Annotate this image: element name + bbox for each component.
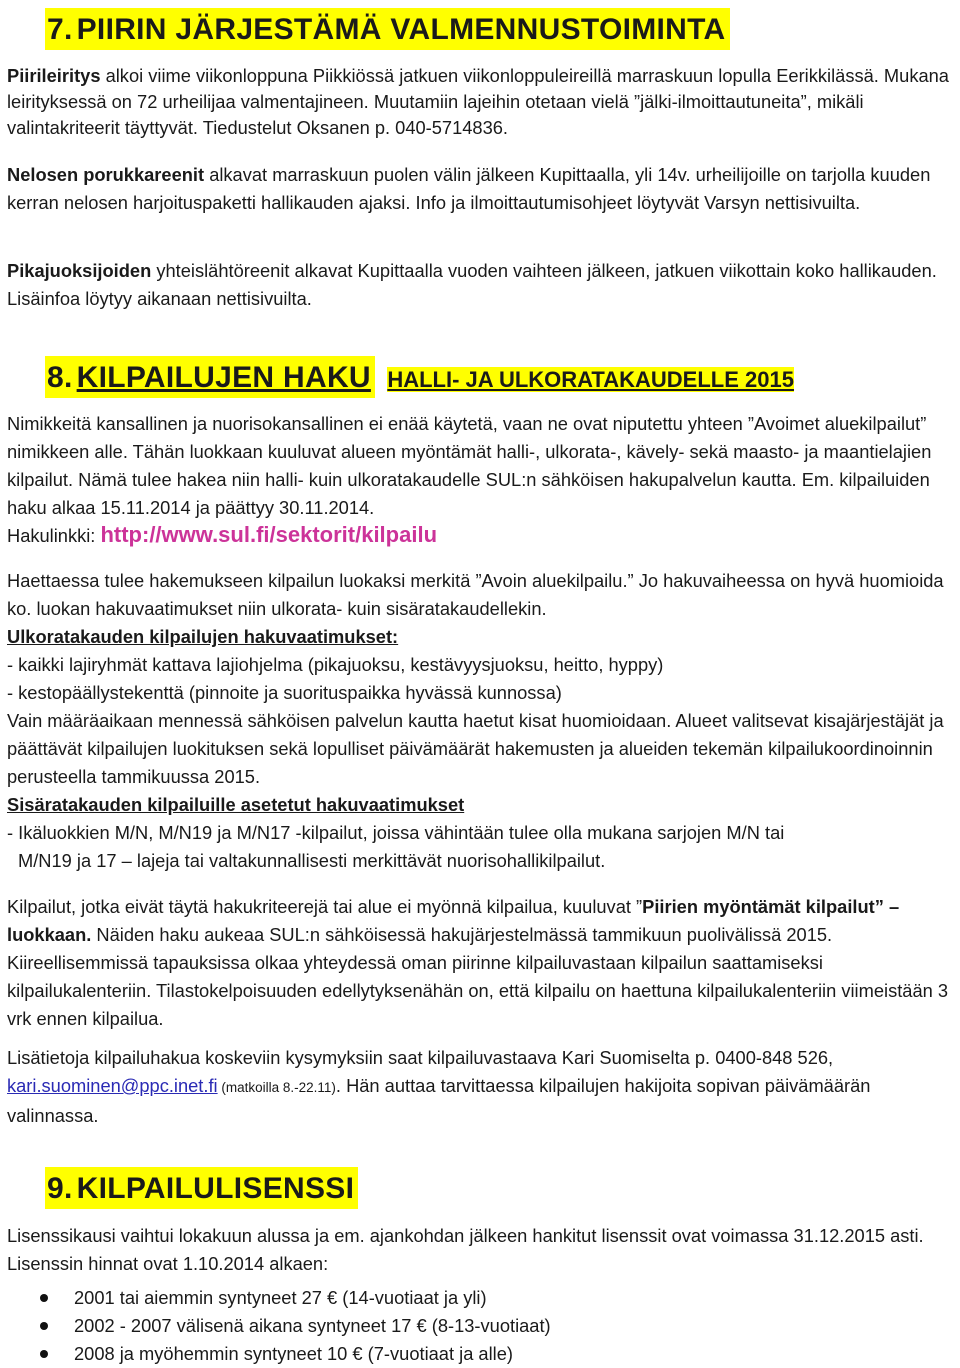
indoor-requirements (0, 791, 960, 875)
hakulinkki-link[interactable]: http://www.sul.fi/sektorit/kilpailu (100, 522, 438, 547)
section-heading (45, 8, 730, 50)
paragraph-text: alkavat marraskuun puolen välin jälkeen Kupittaalla, yli 14v. urheilijoille on tarjolla kuuden kerran nelosen harjoituspaketti hallikauden ajaksi. Info ja ilmoittautumisohjeet löytyvät Varsyn nettisivuilta. (7, 164, 931, 213)
section-heading (45, 356, 375, 398)
link-label: Hakulinkki: (7, 525, 101, 546)
section-7-heading (0, 8, 960, 50)
section-7-para-1 (0, 63, 960, 141)
paragraph-text: Nimikkeitä kansallinen ja nuorisokansallinen ei enää käytetä, vaan ne ovat niputettu yhteen ”Avoimet aluekilpailut” nimikkeen alle. Tähän luokkaan kuuluvat alueen myöntämät halli-, ulkorata-, kävely- sekä maasto- ja maantielajien kilpailut. Nämä tulee hakea niin halli- kuin ulkoratakaudelle SUL:n sähköisen hakupalvelun kautta. Em. kilpailuiden haku alkaa 15.11.2014 ja päättyy 30.11.2014. (7, 413, 932, 518)
section-number: 9. (47, 1172, 73, 1205)
outdoor-item: - kestopäällystekenttä (pinnoite ja suorituspaikka hyvässä kunnossa) (7, 682, 562, 703)
section-8-para-1 (0, 410, 960, 522)
bold-phrase: Piirien myöntämät kilpailut” – luokkaan. (7, 896, 900, 945)
email-link[interactable]: kari.suominen@ppc.inet.fi (7, 1075, 218, 1096)
section-9-para-1 (0, 1222, 960, 1278)
outdoor-text: Vain määräaikaan mennessä sähköisen palvelun kautta haetut kisat huomioidaan. Alueet valitsevat kisajärjestäjät ja päättävät kilpailujen luokituksen sekä lopulliset päivämäärät hakemusten ja alueiden tekemän kilpailukoordinoinnin perusteella tammikuussa 2015. (7, 710, 944, 787)
list-item: 2002 - 2007 välisenä aikana syntyneet 17 € (8-13-vuotiaat) (0, 1312, 960, 1340)
indoor-heading: Sisäratakauden kilpailuille asetetut hakuvaatimukset (7, 794, 465, 815)
license-price-list (0, 1284, 960, 1368)
paragraph-text: alkoi viime viikonloppuna Piikkiössä jatkuen viikonloppuleireillä marraskuun lopulla Eerikkilässä. Mukana leirityksessä on 72 urheilijaa valmentajineen. Muutamiin lajeihin otetaan vielä ”jälki-ilmoittautuneita”, mikäli valintakriteerit täyttyvät. Tiedustelut Oksanen p. 040-5714836. (7, 65, 949, 138)
paragraph-text: Lisenssikausi vaihtui lokakuun alussa ja em. ajankohdan jälkeen hankitut lisenssit ovat voimassa 31.12.2015 asti. Lisenssin hinnat ovat 1.10.2014 alkaen: (7, 1225, 924, 1274)
section-7-para-3 (0, 257, 960, 313)
link-line (0, 521, 960, 550)
indoor-item-continued: M/N19 ja 17 – lajeja tai valtakunnallisesti merkittävät nuorisohallikilpailut. (18, 850, 606, 871)
list-item: 2008 ja myöhemmin syntyneet 10 € (7-vuotiaat ja alle) (0, 1340, 960, 1368)
section-7-para-2 (0, 161, 960, 217)
paragraph-text: Kilpailut, jotka eivät täytä hakukriteerejä tai alue ei myönnä kilpailua, kuuluvat ” (7, 896, 643, 917)
section-9-heading (0, 1167, 960, 1209)
bold-lead: Nelosen porukkareenit (7, 164, 205, 185)
paragraph-text: . Hän auttaa tarvittaessa kilpailujen hakijoita sopivan päivämäärän valinnassa. (7, 1075, 871, 1126)
section-8-heading (0, 356, 960, 398)
section-8-para-3 (0, 893, 960, 1033)
paragraph-text: Näiden haku aukeaa SUL:n sähköisessä hakujärjestelmässä tammikuun puolivälissä 2015. Kiireellisemmissä tapauksissa olkaa yhteydessä oman piirinne kilpailuvastaan kilpailun saattamiseksi kilpailukalenteriin. Tilastokelpoisuuden edellytyksenähän on, että kilpailu on haettuna kilpailukalenteriin viimeistään 3 vrk ennen kilpailua. (7, 924, 949, 1029)
section-title: KILPAILULISENSSI (76, 1172, 355, 1205)
list-item: 2001 tai aiemmin syntyneet 27 € (14-vuotiaat ja yli) (0, 1284, 960, 1312)
section-heading (45, 1167, 358, 1209)
indoor-item: - Ikäluokkien M/N, M/N19 ja M/N17 -kilpailut, joissa vähintään tulee olla mukana sarjojen M/N tai (7, 822, 785, 843)
section-number: 8. (47, 361, 73, 394)
paragraph-text: yhteislähtöreenit alkavat Kupittaalla vuoden vaihteen jälkeen, jatkuen viikottain koko hallikauden. Lisäinfoa löytyy aikanaan nettisivuilta. (7, 260, 937, 309)
section-number: 7. (47, 13, 73, 46)
section-8-para-2 (0, 567, 960, 623)
section-title: KILPAILUJEN HAKU (76, 361, 371, 394)
section-title: PIIRIN JÄRJESTÄMÄ VALMENNUSTOIMINTA (76, 13, 726, 46)
outdoor-heading: Ulkoratakauden kilpailujen hakuvaatimukset: (7, 626, 399, 647)
outdoor-requirements (0, 623, 960, 791)
bold-lead: Piirileiritys (7, 65, 101, 86)
outdoor-item: - kaikki lajiryhmät kattava lajiohjelma (pikajuoksu, kestävyysjuoksu, heitto, hyppy) (7, 654, 664, 675)
paragraph-text: Lisätietoja kilpailuhakua koskeviin kysymyksiin saat kilpailuvastaava Kari Suomiselta p. 0400-848 526, (7, 1047, 834, 1068)
email-note: (matkoilla 8.-22.11) (217, 1080, 336, 1095)
section-8-para-4 (0, 1044, 960, 1130)
bold-lead: Pikajuoksijoiden (7, 260, 152, 281)
paragraph-text: Haettaessa tulee hakemukseen kilpailun luokaksi merkitä ”Avoin aluekilpailu.” Jo hakuvaiheessa on hyvä huomioida ko. luokan hakuvaatimukset niin ulkorata- kuin sisäratakaudellekin. (7, 570, 944, 619)
section-subtitle: HALLI- JA ULKORATAKAUDELLE 2015 (387, 367, 794, 392)
